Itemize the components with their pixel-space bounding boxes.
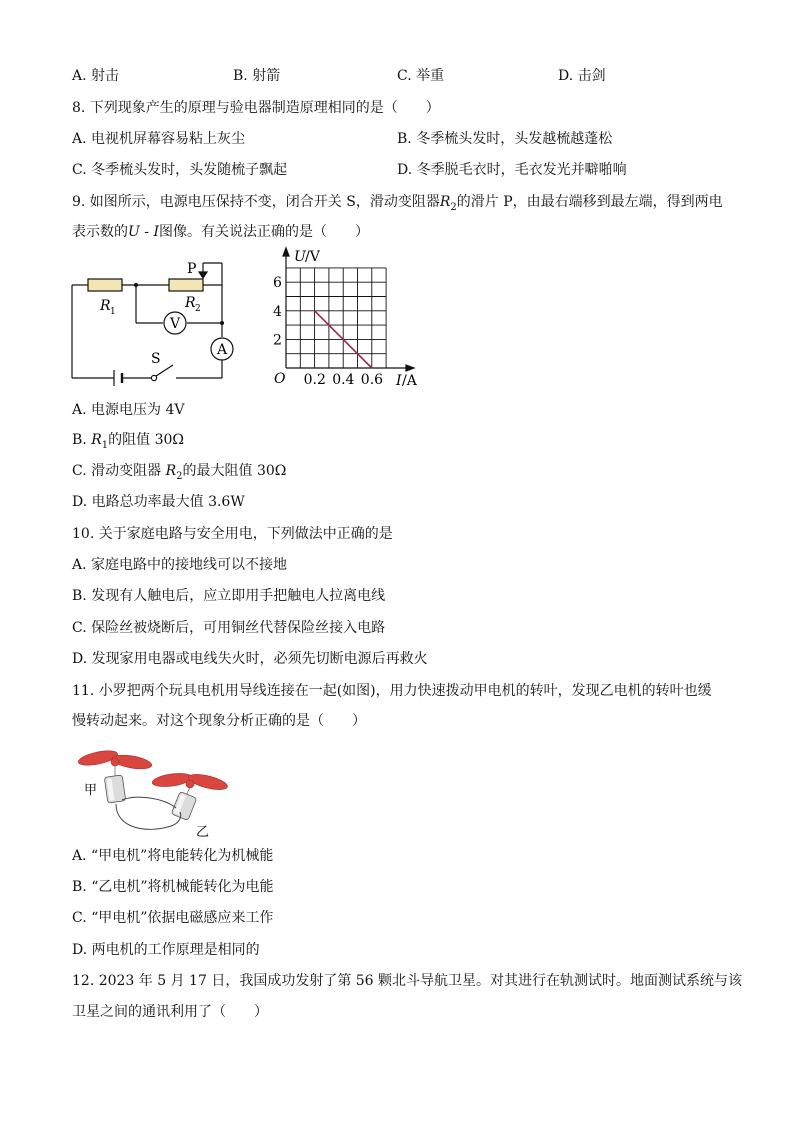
q7-option-d: D. 击剑 — [558, 68, 606, 84]
q7-option-a: A. 射击 — [72, 68, 120, 84]
q11-option-d: D. 两电机的工作原理是相同的 — [72, 942, 260, 958]
propeller-yi — [151, 771, 228, 792]
q8-option-c: C. 冬季梳头发时，头发随梳子飘起 — [72, 162, 288, 178]
q9-option-b-sub: 1 — [101, 439, 109, 451]
q9-option-d: D. 电路总功率最大值 3.6W — [72, 494, 245, 510]
q9-option-c-post: 的最大阻值 30Ω — [182, 463, 287, 479]
q12-stem-line2: 卫星之间的通讯利用了（ ） — [72, 1004, 268, 1020]
y-axis-unit: /V — [305, 249, 320, 265]
label-jia: 甲 — [84, 783, 98, 798]
q7-option-b: B. 射箭 — [233, 68, 281, 84]
x-tick-label: 0.2 — [303, 372, 326, 388]
switch-pivot — [151, 375, 156, 380]
q11-motors-illustration — [76, 748, 236, 838]
q9-stem-u: U — [128, 224, 140, 240]
q11-stem-line1: 11. 小罗把两个玩具电机用导线连接在一起(如图)，用力快速拨动甲电机的转叶，发现乙电机的转叶也缓 — [72, 683, 712, 699]
q9-stem2-post: 图像。有关说法正确的是（ ） — [158, 224, 369, 240]
q9-circuit-diagram — [66, 252, 236, 388]
r1-sub: 1 — [110, 307, 116, 317]
label-yi: 乙 — [196, 825, 210, 838]
q11-option-b: B. “乙电机”将机械能转化为电能 — [72, 879, 274, 895]
motor-yi — [171, 787, 197, 820]
q8-stem: 8. 下列现象产生的原理与验电器制造原理相同的是（ ） — [72, 100, 440, 116]
q7-options — [72, 66, 732, 86]
connecting-wire — [116, 804, 181, 829]
q9-stem-line1 — [72, 192, 723, 218]
x-axis-unit: /A — [402, 373, 417, 389]
q9-option-b-pre: B. — [72, 432, 92, 448]
q8-option-a: A. 电视机屏幕容易粘上灰尘 — [72, 131, 246, 147]
x-axis-arrow — [406, 365, 414, 371]
q9-option-b-var: R — [91, 432, 102, 448]
origin-label: O — [274, 371, 286, 387]
y-tick-label: 6 — [273, 275, 282, 292]
q10-option-b: B. 发现有人触电后，应立即用手把触电人拉离电线 — [72, 588, 386, 604]
q8-option-b: B. 冬季梳头发时，头发越梳越蓬松 — [397, 131, 613, 147]
q9-stem-sub: 2 — [450, 201, 457, 213]
ammeter-label: A — [217, 342, 228, 358]
q9-option-c-var: R — [165, 463, 177, 479]
q9-stem-dash: - — [139, 224, 154, 240]
r2-sub: 2 — [195, 304, 201, 314]
q9-stem-var: R — [439, 194, 451, 210]
q10-stem: 10. 关于家庭电路与安全用电，下列做法中正确的是 — [72, 526, 393, 542]
q9-stem-pre: 9. 如图所示，电源电压保持不变，闭合开关 S，滑动变阻器 — [72, 194, 440, 210]
voltmeter-label: V — [170, 316, 181, 332]
q9-stem2-pre: 表示数的 — [72, 224, 128, 240]
q12-stem-line1: 12. 2023 年 5 月 17 日，我国成功发射了第 56 颗北斗导航卫星。对其进行在轨测试时。地面测试系统与该 — [72, 973, 743, 989]
q10-option-c: C. 保险丝被烧断后，可用铜丝代替保险丝接入电路 — [72, 620, 386, 636]
y-axis-var: U — [294, 249, 306, 265]
q9-option-b-post: 的阻值 30Ω — [108, 432, 184, 448]
q8-options-row2 — [72, 160, 732, 180]
q8-options-row1 — [72, 129, 732, 149]
q9-stem-post: 的滑片 P，由最右端移到最左端，得到两电 — [456, 194, 723, 210]
y-tick-label: 2 — [273, 332, 282, 349]
q7-option-c: C. 举重 — [397, 68, 445, 84]
slider-label: P — [187, 261, 197, 277]
q9-option-a: A. 电源电压为 4V — [72, 402, 185, 418]
y-tick-label: 4 — [273, 303, 282, 320]
q11-option-c: C. “甲电机”依据电磁感应来工作 — [72, 910, 274, 926]
r1-label: R — [100, 298, 111, 314]
motor-jia — [104, 765, 125, 803]
q11-option-a: A. “甲电机”将电能转化为机械能 — [72, 848, 274, 864]
q9-option-c-sub: 2 — [176, 470, 183, 482]
q9-option-c-pre: C. 滑动变阻器 — [72, 463, 166, 479]
switch-label: S — [151, 351, 161, 367]
q9-stem-i: I — [153, 224, 159, 240]
r2-label: R — [185, 295, 196, 311]
resistor-r2 — [169, 279, 203, 291]
q10-option-a: A. 家庭电路中的接地线可以不接地 — [72, 557, 288, 573]
q8-option-d: D. 冬季脱毛衣时，毛衣发光并噼啪响 — [397, 162, 627, 178]
x-axis-var: I — [396, 373, 402, 389]
x-tick-label: 0.4 — [332, 372, 355, 388]
q9-ui-graph — [270, 244, 430, 390]
q9-stem-line2 — [72, 222, 369, 242]
q10-option-d: D. 发现家用电器或电线失火时，必须先切断电源后再救火 — [72, 651, 428, 667]
graph-grid — [286, 268, 386, 368]
q9-option-c — [72, 461, 286, 487]
q9-option-b — [72, 430, 184, 456]
q11-stem-line2: 慢转动起来。对这个现象分析正确的是（ ） — [72, 713, 366, 729]
x-tick-label: 0.6 — [360, 372, 384, 388]
y-axis-arrow — [283, 248, 289, 256]
resistor-r1 — [88, 279, 122, 291]
